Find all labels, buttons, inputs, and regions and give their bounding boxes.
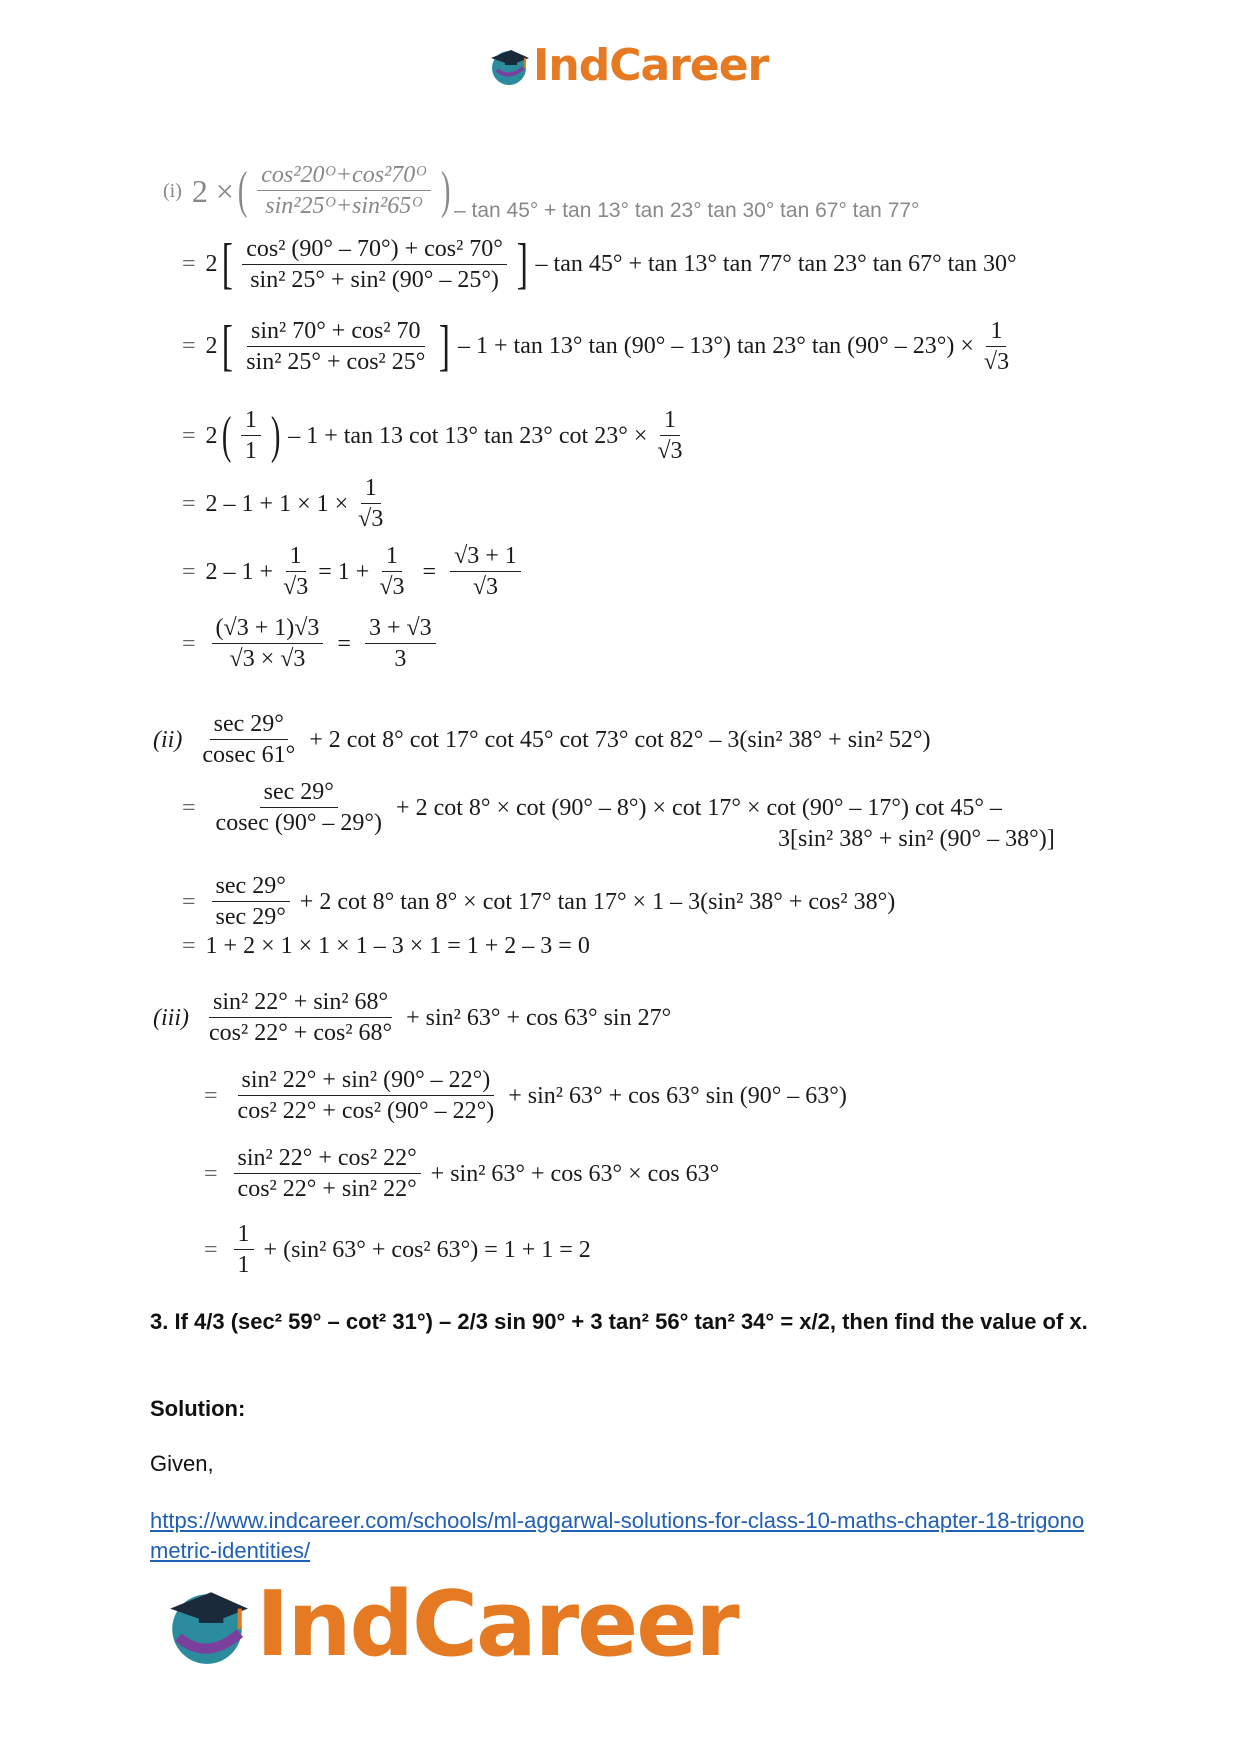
numerator: 1 [382, 544, 402, 572]
fraction [279, 544, 312, 599]
fraction [198, 712, 299, 767]
numerator: (√3 + 1)√3 [212, 616, 324, 644]
numerator: 1 [234, 1222, 254, 1250]
expression-tail: + sin² 63° + cos 63° sin 27° [406, 1004, 672, 1031]
expression-tail: – tan 45° + tan 13° tan 23° tan 30° tan 67° tan 77° [453, 199, 920, 222]
fraction [234, 1222, 254, 1277]
equals-sign: = [182, 558, 196, 585]
denominator: cos² 22° + sin² 22° [237, 1176, 417, 1202]
numerator: cos² (90° – 70°) + cos² 70° [242, 237, 507, 265]
source-link[interactable]: https://www.indcareer.com/schools/ml-aggarwal-solutions-for-class-10-maths-chapter-18-trigonometric-identities/ [150, 1508, 1085, 1563]
expression-tail: + (sin² 63° + cos² 63°) = 1 + 1 = 2 [263, 1236, 591, 1263]
numerator: 3 + √3 [365, 616, 436, 644]
fraction [234, 1068, 499, 1123]
fraction [365, 616, 436, 671]
denominator: sin²25ᴼ+sin²65ᴼ [265, 193, 423, 219]
fraction [241, 408, 261, 463]
equals-sign: = [182, 933, 196, 959]
equals-sign: = [182, 422, 196, 449]
fraction [212, 616, 324, 671]
denominator: cos² 22° + cos² 68° [209, 1020, 393, 1046]
equals-sign: = [204, 1236, 218, 1263]
left-paren: ( [221, 406, 231, 464]
numerator: sin² 22° + cos² 22° [234, 1146, 421, 1174]
indcareer-logo-header [487, 40, 768, 91]
part-i-line-3 [182, 408, 693, 463]
part-iii-label: (iii) [153, 1004, 189, 1031]
denominator: 1 [244, 438, 257, 464]
denominator: sec 29° [215, 904, 286, 930]
graduation-cap-globe-icon [487, 44, 531, 88]
expression: 1 + 2 × 1 × 1 × 1 – 3 × 1 = 1 + 2 – 3 = 0 [205, 933, 590, 959]
coefficient: 2 [205, 251, 218, 277]
equals-sign: = [337, 630, 351, 657]
numerator: cos²20ᴼ+cos²70ᴼ [257, 163, 430, 191]
part-iii-line-1 [204, 1068, 847, 1123]
equals-sign: = [182, 333, 196, 359]
numerator: 1 [361, 476, 381, 504]
numerator: sin² 70° + cos² 70 [247, 319, 425, 347]
equals-sign: = [182, 251, 196, 277]
part-i-line-4 [182, 476, 393, 531]
right-bracket: ] [516, 233, 528, 295]
coefficient: 2 [205, 422, 218, 449]
denominator: cosec 61° [202, 742, 296, 768]
logo-text: IndCareer [533, 40, 769, 91]
denominator: 3 [394, 646, 407, 672]
fraction [257, 163, 430, 218]
right-paren: ) [440, 161, 451, 219]
denominator: √3 [358, 506, 384, 532]
numerator: 1 [986, 319, 1006, 347]
denominator: √3 [657, 438, 683, 464]
part-i-line-2 [182, 315, 1019, 377]
expression-tail: – 1 + tan 13° tan (90° – 13°) tan 23° tan (90° – 23°) × [457, 333, 974, 359]
solution-heading: Solution: [150, 1396, 246, 1421]
denominator: sin² 25° + cos² 25° [246, 348, 426, 375]
denominator: cosec (90° – 29°) [215, 810, 383, 836]
denominator: sin² 25° + sin² (90° – 25°) [250, 266, 499, 293]
equals-sign: = [182, 794, 196, 821]
numerator: sin² 22° + sin² (90° – 22°) [238, 1068, 495, 1096]
denominator: √3 [983, 348, 1010, 375]
expression-tail: – 1 + tan 13 cot 13° tan 23° cot 23° × [288, 422, 648, 449]
expression-tail: + 2 cot 8° cot 17° cot 45° cot 73° cot 82° – 3(sin² 38° + sin² 52°) [309, 726, 931, 753]
part-ii-label: (ii) [153, 726, 183, 753]
fraction [212, 780, 386, 835]
part-ii-line-1-continuation: 3[sin² 38° + sin² (90° – 38°)] [778, 826, 1055, 852]
part-i-label: (i) [163, 179, 182, 202]
equals-sign: = [204, 1160, 218, 1187]
numerator: 1 [241, 408, 261, 436]
coefficient: 2 × [191, 172, 234, 209]
equals-sign: = [182, 490, 196, 517]
fraction [375, 544, 408, 599]
left-bracket: [ [221, 233, 233, 295]
denominator: √3 × √3 [229, 646, 306, 672]
coefficient: 2 [205, 333, 218, 359]
left-bracket: [ [221, 315, 233, 377]
denominator: √3 [283, 574, 309, 600]
equals-sign: = [182, 630, 196, 657]
equals-sign: = [204, 1082, 218, 1109]
part-ii-line-3 [182, 934, 590, 958]
fraction [450, 544, 521, 599]
expression: 2 – 1 + [205, 558, 274, 585]
part-iii-line-3 [204, 1222, 591, 1277]
equals-sign: = [422, 558, 437, 585]
part-i-line-6 [182, 616, 442, 671]
expression: = 1 + [318, 558, 370, 585]
part-ii-line-0 [153, 712, 930, 767]
part-iii-line-2 [204, 1146, 719, 1201]
left-paren: ( [237, 161, 248, 219]
fraction [205, 990, 396, 1045]
given-text: Given, [150, 1451, 214, 1476]
logo-text: IndCareer [256, 1572, 738, 1677]
denominator: 1 [237, 1252, 250, 1278]
fraction [242, 237, 507, 292]
denominator: √3 [472, 574, 498, 600]
indcareer-logo-footer [162, 1572, 738, 1677]
denominator: √3 [379, 574, 405, 600]
numerator: sec 29° [210, 712, 288, 740]
expression-tail: + 2 cot 8° × cot (90° – 8°) × cot 17° × cot (90° – 17°) cot 45° – [396, 794, 1002, 821]
fraction-one-over-root3 [980, 319, 1013, 374]
numerator: √3 + 1 [450, 544, 521, 572]
fraction-one-over-root3 [653, 408, 686, 463]
numerator: sin² 22° + sin² 68° [209, 990, 392, 1018]
expression-tail: + 2 cot 8° tan 8° × cot 17° tan 17° × 1 – 3(sin² 38° + cos² 38°) [299, 888, 896, 915]
fraction-one-over-root3 [354, 476, 387, 531]
numerator: 1 [660, 408, 680, 436]
question-3: 3. If 4/3 (sec² 59° – cot² 31°) – 2/3 sin 90° + 3 tan² 56° tan² 34° = x/2, then find the value of x. [150, 1309, 1088, 1334]
expression: 2 – 1 + 1 × 1 × [205, 490, 349, 517]
expression-tail: – tan 45° + tan 13° tan 77° tan 23° tan 67° tan 30° [535, 251, 1017, 277]
part-ii-line-2 [182, 874, 895, 929]
part-i-line-0 [163, 160, 919, 221]
fraction [242, 319, 429, 374]
fraction [212, 874, 290, 929]
right-paren: ) [270, 406, 281, 464]
expression-tail: + sin² 63° + cos 63° × cos 63° [430, 1160, 720, 1187]
equals-sign: = [182, 888, 196, 915]
expression-tail: + sin² 63° + cos 63° sin (90° – 63°) [508, 1082, 847, 1109]
graduation-cap-globe-icon [162, 1580, 252, 1670]
part-iii-line-0 [153, 990, 671, 1045]
part-i-line-5 [182, 544, 527, 599]
right-bracket: ] [439, 315, 451, 377]
numerator: 1 [286, 544, 306, 572]
part-i-line-1 [182, 233, 1017, 295]
numerator: sec 29° [212, 874, 290, 902]
denominator: cos² 22° + cos² (90° – 22°) [237, 1098, 495, 1124]
numerator: sec 29° [260, 780, 338, 808]
fraction [234, 1146, 421, 1201]
